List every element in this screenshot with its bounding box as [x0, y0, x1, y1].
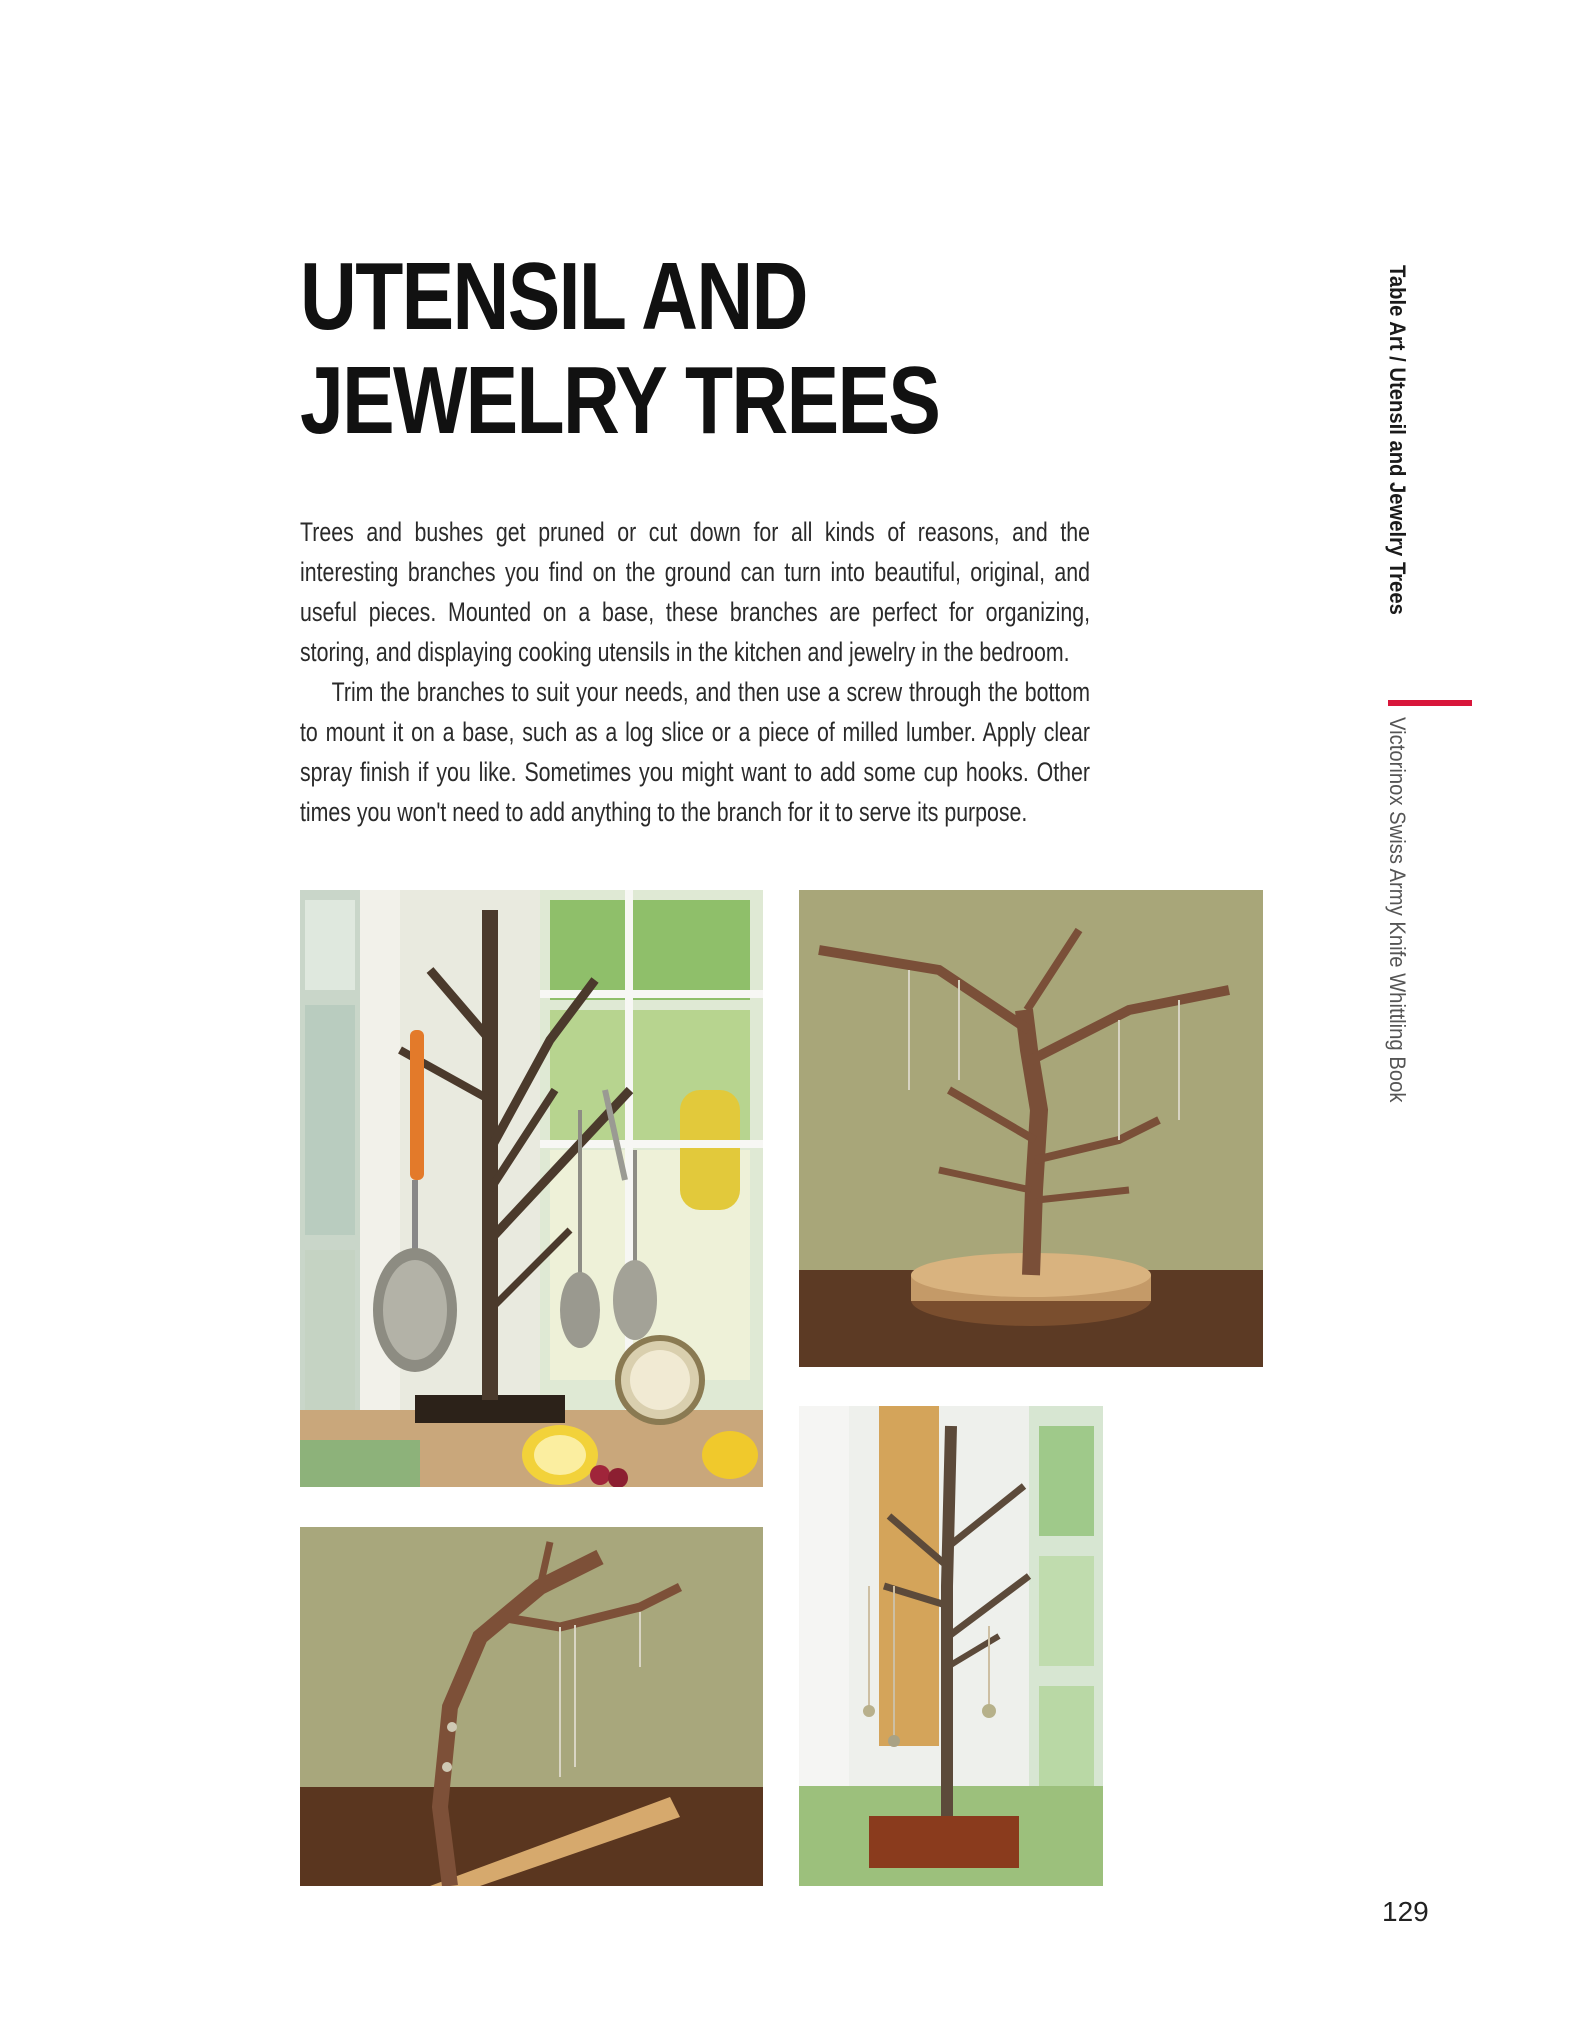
kitchen-utensil-tree-photo: [300, 890, 763, 1487]
title-line-2: JEWELRY TREES: [300, 347, 940, 454]
jewelry-tree-on-log-slice-photo: [799, 890, 1263, 1367]
running-head-rule: [1388, 700, 1472, 706]
page-title: [300, 243, 940, 454]
running-head: [1376, 265, 1436, 1265]
running-head-book-title: Victorinox Swiss Army Knife Whittling Book: [1385, 717, 1410, 1103]
intro-paragraph: Trees and bushes get pruned or cut down for all kinds of reasons, and the interesting branches you find on the ground can turn into beautiful, original, and useful pieces. Mounted on a base, these branches are perfect for organizing, storing, and displaying cooking utensils in the kitchen and jewelry in the bedroom.: [300, 517, 1090, 667]
instructions-paragraph: Trim the branches to suit your needs, and then use a screw through the bottom to mount it on a base, such as a log slice or a piece of milled lumber. Apply clear spray finish if you like. Sometimes you might want to add some cup hooks. Other times you won't need to add anything to the branch for it to serve its purpose.: [300, 677, 1091, 827]
jewelry-tree-by-window-photo: [799, 1406, 1103, 1886]
body-text: [300, 512, 1090, 832]
page-number: 129: [1382, 1896, 1429, 1927]
title-line-1: UTENSIL AND: [300, 243, 807, 350]
running-head-section: Table Art / Utensil and Jewelry Trees: [1385, 265, 1410, 615]
curved-branch-on-board-photo: [300, 1527, 763, 1886]
